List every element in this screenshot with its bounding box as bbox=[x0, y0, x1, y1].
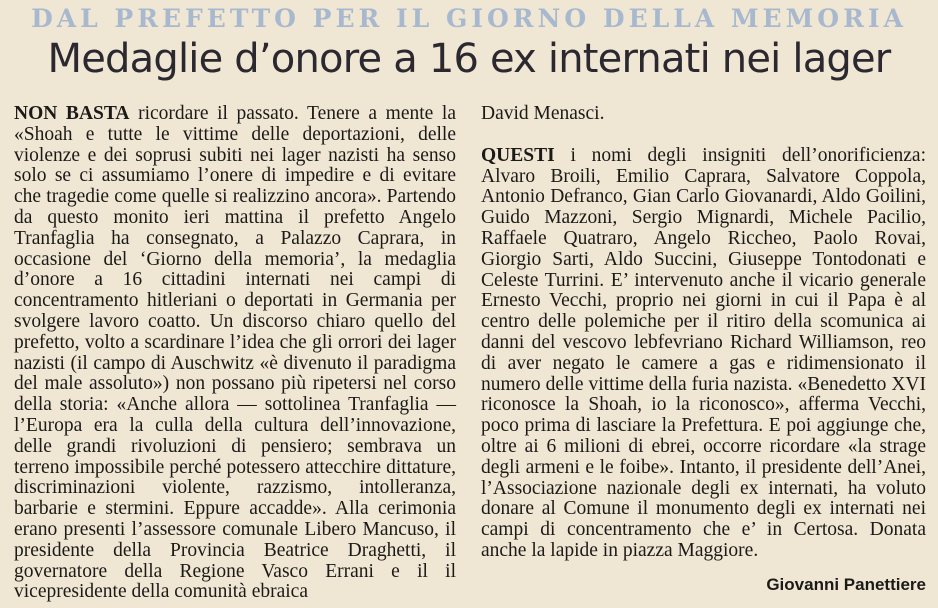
column-left bbox=[14, 104, 456, 603]
body-text-right: i nomi degli insigniti dell’onorificienza: Alvaro Broili, Emilio Caprara, Salvatore Coppola, Antonio Defranco, Gian Carlo Giovanardi, Aldo Goilini, Guido Mazzoni, Sergio Mignardi, Michele Pacilio, Raffaele Quatraro, Angelo Riccheo, Paolo Rovai, Giorgio Sarti, Aldo Succini, Giuseppe Tontodonati e Celeste Turrini. E’ intervenuto anche il vicario generale Ernesto Vecchi, proprio nei giorni in cui il Papa è al centro delle polemiche per il ritiro della scomunica ai danni del vescovo lebfevriano Richard Williamson, reo di aver negato le camere a gas e ridimensionato il numero delle vittime della furia nazista. «Benedetto XVI riconosce la Shoah, io la riconosco», afferma Vecchi, poco prima di lasciare la Prefettura. E poi aggiunge che, oltre ai 6 milioni di ebrei, occorre ricordare «la strage degli armeni e le foibe». Intanto, il presidente dell’Anei, l’Associazione nazionale degli ex internati, ha voluto donare al Comune il monumento degli ex internati nei campi di concentramento che e’ in Certosa. Donata anche la lapide in piazza Maggiore. bbox=[481, 144, 926, 561]
lead-in-left: NON BASTA bbox=[14, 103, 130, 124]
byline-signature: Giovanni Panettiere bbox=[766, 575, 926, 594]
continuation-text: David Menasci. bbox=[481, 103, 605, 124]
paragraph-gap bbox=[481, 125, 926, 146]
body-text-left: ricordare il passato. Tenere a mente la «Shoah e tutte le vittime delle deportazioni, delle violenze e dei soprusi subiti nei lager nazisti ha senso solo se ci assumiamo l’onere di impedire e di evitare che tragedie come quelle si realizzino ancora». Partendo da questo monito ieri mattina il prefetto Angelo Tranfaglia ha consegnato, a Palazzo Caprara, in occasione del ‘Giorno della memoria’, la medaglia d’onore a 16 cittadini internati nei campi di concentramento hitleriani o deportati in Germania per svolgere lavoro coatto. Un discorso chiaro quello del prefetto, volto a scardinare l’idea che gli orrori dei lager nazisti (il campo di Auschwitz «è divenuto il paradigma del male assoluto») non possano più ripetersi nel corso della storia: «Anche allora — sottolinea Tranfaglia — l’Europa era la culla della cultura dell’innovazione, delle grandi rivoluzioni di pensiero; sembrava un terreno impossibile perché potessero attecchire dittature, discriminazioni violente, razzismo, intolleranza, barbarie e stermini. Eppure accadde». Alla cerimonia erano presenti l’assessore comunale Libero Mancuso, il presidente della Provincia Beatrice Draghetti, il governatore della Regione Vasco Errani e il il vicepresidente della comunità ebraica bbox=[14, 103, 456, 603]
paragraph-right bbox=[481, 146, 926, 562]
lead-in-right: QUESTI bbox=[481, 144, 555, 166]
headline: Medaglie d’onore a 16 ex internati nei lager bbox=[47, 36, 891, 82]
kicker: DAL PREFETTO PER IL GIORNO DELLA MEMORIA bbox=[31, 4, 907, 33]
column-right bbox=[481, 104, 926, 562]
